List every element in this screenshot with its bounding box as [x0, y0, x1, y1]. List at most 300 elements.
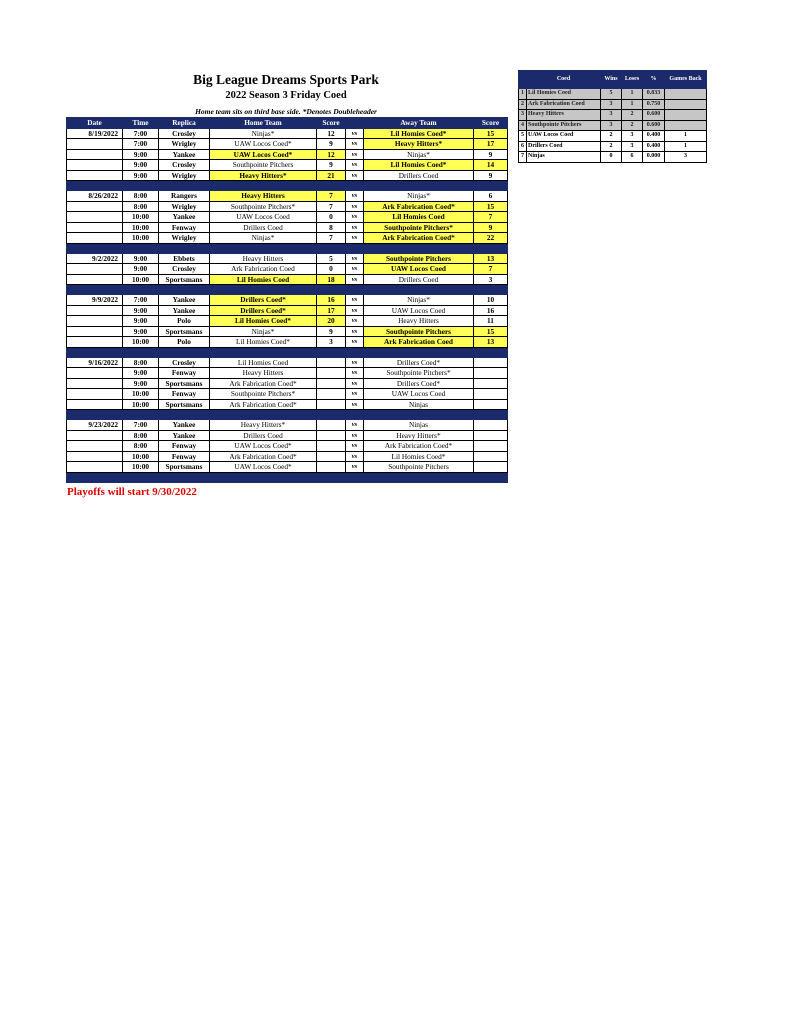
game-date: [67, 170, 123, 181]
game-replica: Ebbets: [159, 253, 210, 264]
game-time: 9:00: [123, 160, 159, 171]
table-row: [67, 264, 508, 275]
table-row: [67, 399, 508, 410]
standings-wins: 0: [601, 152, 622, 163]
table-row: [67, 212, 508, 223]
away-team: Drillers Coed: [364, 274, 474, 285]
standings-header-rank: [519, 71, 527, 89]
standings-games-back: 3: [665, 152, 707, 163]
game-date: [67, 274, 123, 285]
home-team: UAW Locos Coed*: [210, 441, 317, 452]
game-date: [67, 399, 123, 410]
game-date: [67, 462, 123, 473]
game-date: [67, 233, 123, 244]
game-replica: Sportsmans: [159, 399, 210, 410]
home-score: 9: [317, 160, 346, 171]
away-score: [474, 399, 508, 410]
game-date: [67, 149, 123, 160]
standings-header-wins: Wins: [601, 71, 622, 89]
away-score: [474, 389, 508, 400]
standings-team: Drillers Coed: [527, 141, 601, 152]
home-team: Drillers Coed*: [210, 295, 317, 306]
game-replica: Wrigley: [159, 139, 210, 150]
table-row: [67, 326, 508, 337]
vs-label: vs: [346, 441, 364, 452]
home-score: 7: [317, 233, 346, 244]
home-team: Drillers Coed: [210, 430, 317, 441]
standings-team: Ark Fabrication Coed: [527, 99, 601, 110]
vs-label: vs: [346, 170, 364, 181]
away-score: 22: [474, 233, 508, 244]
week-separator: [67, 347, 508, 357]
game-date: [67, 212, 123, 223]
home-team: Ark Fabrication Coed*: [210, 399, 317, 410]
standings-team: Lil Homies Coed: [527, 89, 601, 100]
game-replica: Fenway: [159, 441, 210, 452]
away-team: UAW Locos Coed: [364, 305, 474, 316]
game-time: 7:00: [123, 128, 159, 139]
game-replica: Crosley: [159, 357, 210, 368]
game-replica: Polo: [159, 316, 210, 327]
standings-games-back: [665, 99, 707, 110]
home-score: 0: [317, 264, 346, 275]
home-team: Ninjas*: [210, 233, 317, 244]
game-time: 9:00: [123, 264, 159, 275]
game-replica: Yankee: [159, 430, 210, 441]
away-score: 13: [474, 253, 508, 264]
standings-loses: 3: [622, 131, 643, 142]
away-score: 7: [474, 212, 508, 223]
game-time: 7:00: [123, 295, 159, 306]
vs-label: vs: [346, 420, 364, 431]
standings-header-loses: Loses: [622, 71, 643, 89]
table-row: [67, 462, 508, 473]
away-score: 15: [474, 201, 508, 212]
week-separator: [67, 243, 508, 253]
away-team: Lil Homies Coed*: [364, 451, 474, 462]
table-row: [67, 378, 508, 389]
standings-header-pct: %: [643, 71, 665, 89]
game-replica: Crosley: [159, 128, 210, 139]
home-team: Ark Fabrication Coed*: [210, 378, 317, 389]
home-team: Heavy Hitters: [210, 368, 317, 379]
game-date: [67, 368, 123, 379]
playoffs-notice: Playoffs will start 9/30/2022: [67, 486, 197, 498]
away-score: [474, 368, 508, 379]
home-score: 9: [317, 139, 346, 150]
standings-rank: 3: [519, 110, 527, 121]
home-team: Heavy Hitters: [210, 191, 317, 202]
game-date: [67, 389, 123, 400]
table-row: [67, 430, 508, 441]
game-date: 9/23/2022: [67, 420, 123, 431]
vs-label: vs: [346, 357, 364, 368]
column-header-away-team: Away Team: [364, 118, 474, 129]
home-score: [317, 399, 346, 410]
table-row: [67, 337, 508, 348]
vs-label: vs: [346, 160, 364, 171]
game-replica: Yankee: [159, 420, 210, 431]
game-date: [67, 316, 123, 327]
vs-label: vs: [346, 368, 364, 379]
home-team: Heavy Hitters*: [210, 420, 317, 431]
game-replica: Crosley: [159, 160, 210, 171]
away-score: 13: [474, 337, 508, 348]
game-time: 9:00: [123, 378, 159, 389]
page-header: [66, 72, 506, 117]
home-score: 20: [317, 316, 346, 327]
away-score: [474, 420, 508, 431]
table-row: [67, 201, 508, 212]
game-time: 8:00: [123, 441, 159, 452]
away-score: 16: [474, 305, 508, 316]
season-subtitle: 2022 Season 3 Friday Coed: [225, 90, 347, 101]
column-header-home-score: Score: [317, 118, 346, 129]
game-time: 10:00: [123, 462, 159, 473]
home-score: 17: [317, 305, 346, 316]
table-row: [67, 357, 508, 368]
vs-label: vs: [346, 222, 364, 233]
home-team: Heavy Hitters: [210, 253, 317, 264]
standings-rank: 4: [519, 120, 527, 131]
standings-row: [519, 131, 707, 142]
table-row: [67, 149, 508, 160]
game-replica: Yankee: [159, 149, 210, 160]
game-time: 9:00: [123, 316, 159, 327]
game-date: 9/9/2022: [67, 295, 123, 306]
away-score: 15: [474, 128, 508, 139]
column-header-date: Date: [67, 118, 123, 129]
column-header-replica: Replica: [159, 118, 210, 129]
schedule-table: [66, 117, 508, 483]
game-time: 10:00: [123, 233, 159, 244]
page-title: Big League Dreams Sports Park: [193, 72, 379, 87]
standings-wins: 2: [601, 141, 622, 152]
game-date: 9/2/2022: [67, 253, 123, 264]
away-score: 17: [474, 139, 508, 150]
schedule-body: [67, 128, 508, 482]
vs-label: vs: [346, 149, 364, 160]
standings-loses: 1: [622, 99, 643, 110]
standings-team: Southpointe Pitchers: [527, 120, 601, 131]
standings-body: [519, 89, 707, 163]
table-row: [67, 222, 508, 233]
game-date: [67, 305, 123, 316]
away-score: [474, 462, 508, 473]
game-replica: Sportsmans: [159, 326, 210, 337]
game-time: 10:00: [123, 212, 159, 223]
vs-label: vs: [346, 451, 364, 462]
home-team: Ark Fabrication Coed: [210, 264, 317, 275]
away-score: 10: [474, 295, 508, 306]
game-date: [67, 222, 123, 233]
away-team: Heavy Hitters*: [364, 430, 474, 441]
away-team: Southpointe Pitchers: [364, 462, 474, 473]
home-team: Southpointe Pitchers*: [210, 201, 317, 212]
standings-row: [519, 152, 707, 163]
standings-loses: 2: [622, 110, 643, 121]
home-team: Lil Homies Coed*: [210, 316, 317, 327]
home-score: 21: [317, 170, 346, 181]
game-replica: Fenway: [159, 389, 210, 400]
game-replica: Polo: [159, 337, 210, 348]
table-row: [67, 295, 508, 306]
table-row: [67, 316, 508, 327]
game-time: 9:00: [123, 253, 159, 264]
standings-games-back: [665, 110, 707, 121]
away-score: 11: [474, 316, 508, 327]
game-replica: Fenway: [159, 222, 210, 233]
game-time: 8:00: [123, 201, 159, 212]
game-replica: Sportsmans: [159, 462, 210, 473]
standings-pct: 0.600: [643, 120, 665, 131]
home-score: 16: [317, 295, 346, 306]
vs-label: vs: [346, 191, 364, 202]
standings-wins: 3: [601, 120, 622, 131]
home-team: Drillers Coed*: [210, 305, 317, 316]
week-separator-bar: [67, 285, 508, 295]
home-team: Lil Homies Coed*: [210, 337, 317, 348]
home-score: 18: [317, 274, 346, 285]
home-team: Heavy Hitters*: [210, 170, 317, 181]
vs-label: vs: [346, 389, 364, 400]
vs-label: vs: [346, 253, 364, 264]
away-team: Heavy Hitters*: [364, 139, 474, 150]
vs-label: vs: [346, 378, 364, 389]
away-score: 14: [474, 160, 508, 171]
home-score: 12: [317, 149, 346, 160]
game-date: [67, 264, 123, 275]
standings-loses: 2: [622, 120, 643, 131]
game-replica: Sportsmans: [159, 274, 210, 285]
standings-header-row: [519, 71, 707, 89]
standings-rank: 5: [519, 131, 527, 142]
away-team: Ninjas*: [364, 149, 474, 160]
week-separator-bar: [67, 472, 508, 482]
game-date: 8/26/2022: [67, 191, 123, 202]
game-replica: Yankee: [159, 295, 210, 306]
week-separator-bar: [67, 243, 508, 253]
away-score: 9: [474, 170, 508, 181]
standings-rank: 2: [519, 99, 527, 110]
home-team: Ninjas*: [210, 326, 317, 337]
standings-rank: 1: [519, 89, 527, 100]
standings-row: [519, 110, 707, 121]
game-date: [67, 430, 123, 441]
away-score: 9: [474, 222, 508, 233]
game-time: 9:00: [123, 170, 159, 181]
game-time: 8:00: [123, 191, 159, 202]
away-team: Ark Fabrication Coed*: [364, 201, 474, 212]
away-team: Ark Fabrication Coed*: [364, 441, 474, 452]
home-score: [317, 420, 346, 431]
game-replica: Fenway: [159, 451, 210, 462]
game-replica: Sportsmans: [159, 378, 210, 389]
standings-games-back: [665, 120, 707, 131]
game-time: 9:00: [123, 305, 159, 316]
vs-label: vs: [346, 128, 364, 139]
away-team: Ninjas: [364, 399, 474, 410]
table-row: [67, 451, 508, 462]
home-score: [317, 357, 346, 368]
table-row: [67, 139, 508, 150]
standings-games-back: 1: [665, 141, 707, 152]
week-separator-bar: [67, 347, 508, 357]
away-team: Southpointe Pitchers*: [364, 222, 474, 233]
standings-rank: 7: [519, 152, 527, 163]
vs-label: vs: [346, 295, 364, 306]
game-replica: Yankee: [159, 212, 210, 223]
standings-table: [518, 70, 707, 163]
vs-label: vs: [346, 462, 364, 473]
game-date: [67, 378, 123, 389]
away-score: 15: [474, 326, 508, 337]
vs-label: vs: [346, 139, 364, 150]
away-team: Lil Homies Coed*: [364, 128, 474, 139]
away-score: 3: [474, 274, 508, 285]
week-separator: [67, 410, 508, 420]
table-row: [67, 160, 508, 171]
away-team: Lil Homies Coed*: [364, 160, 474, 171]
standings-loses: 1: [622, 89, 643, 100]
standings-pct: 0.400: [643, 131, 665, 142]
vs-label: vs: [346, 305, 364, 316]
away-team: Drillers Coed*: [364, 378, 474, 389]
schedule-header-row: [67, 118, 508, 129]
game-replica: Wrigley: [159, 233, 210, 244]
standings-pct: 0.600: [643, 110, 665, 121]
column-header-away-score: Score: [474, 118, 508, 129]
game-replica: Crosley: [159, 264, 210, 275]
away-score: 7: [474, 264, 508, 275]
home-score: 3: [317, 337, 346, 348]
standings-pct: 0.750: [643, 99, 665, 110]
home-score: 8: [317, 222, 346, 233]
away-team: Ninjas: [364, 420, 474, 431]
away-team: Drillers Coed*: [364, 357, 474, 368]
home-score: [317, 430, 346, 441]
game-date: [67, 451, 123, 462]
home-score: [317, 378, 346, 389]
away-score: [474, 378, 508, 389]
away-team: Ark Fabrication Coed*: [364, 233, 474, 244]
week-separator: [67, 285, 508, 295]
game-time: 9:00: [123, 368, 159, 379]
home-score: [317, 462, 346, 473]
vs-label: vs: [346, 430, 364, 441]
table-row: [67, 368, 508, 379]
away-team: UAW Locos Coed: [364, 264, 474, 275]
away-score: 9: [474, 149, 508, 160]
home-team: Drillers Coed: [210, 222, 317, 233]
home-team: UAW Locos Coed*: [210, 149, 317, 160]
table-row: [67, 389, 508, 400]
standings-row: [519, 99, 707, 110]
home-team: UAW Locos Coed*: [210, 139, 317, 150]
game-date: [67, 441, 123, 452]
table-row: [67, 128, 508, 139]
game-time: 10:00: [123, 222, 159, 233]
table-row: [67, 441, 508, 452]
away-score: 6: [474, 191, 508, 202]
column-header-home-team: Home Team: [210, 118, 317, 129]
standings-wins: 3: [601, 110, 622, 121]
home-team: Southpointe Pitchers*: [210, 389, 317, 400]
game-replica: Wrigley: [159, 170, 210, 181]
table-row: [67, 170, 508, 181]
standings-loses: 6: [622, 152, 643, 163]
column-header-vs: [346, 118, 364, 129]
home-score: 0: [317, 212, 346, 223]
table-row: [67, 274, 508, 285]
home-team: Lil Homies Coed: [210, 274, 317, 285]
standings-team: Heavy Hitters: [527, 110, 601, 121]
game-time: 8:00: [123, 357, 159, 368]
standings-pct: 0.000: [643, 152, 665, 163]
game-date: 9/16/2022: [67, 357, 123, 368]
home-score: 12: [317, 128, 346, 139]
standings-wins: 3: [601, 99, 622, 110]
standings-wins: 5: [601, 89, 622, 100]
table-row: [67, 191, 508, 202]
standings-rank: 6: [519, 141, 527, 152]
table-row: [67, 305, 508, 316]
vs-label: vs: [346, 201, 364, 212]
vs-label: vs: [346, 399, 364, 410]
away-team: Southpointe Pitchers: [364, 253, 474, 264]
game-time: 8:00: [123, 430, 159, 441]
away-team: Drillers Coed: [364, 170, 474, 181]
game-replica: Wrigley: [159, 201, 210, 212]
standings-pct: 0.400: [643, 141, 665, 152]
home-team: Ark Fabrication Coed*: [210, 451, 317, 462]
table-row: [67, 253, 508, 264]
standings-pct: 0.833: [643, 89, 665, 100]
home-score: 5: [317, 253, 346, 264]
game-time: 10:00: [123, 389, 159, 400]
home-team: Ninjas*: [210, 128, 317, 139]
home-team-note: Home team sits on third base side. *Denotes Doubleheader: [195, 107, 377, 116]
table-row: [67, 420, 508, 431]
away-team: Heavy Hitters: [364, 316, 474, 327]
game-time: 10:00: [123, 451, 159, 462]
standings-header-team: Coed: [527, 71, 601, 89]
home-team: Lil Homies Coed: [210, 357, 317, 368]
vs-label: vs: [346, 233, 364, 244]
game-replica: Fenway: [159, 368, 210, 379]
home-score: [317, 368, 346, 379]
vs-label: vs: [346, 337, 364, 348]
vs-label: vs: [346, 212, 364, 223]
table-row: [67, 233, 508, 244]
week-separator-bar: [67, 410, 508, 420]
home-score: [317, 389, 346, 400]
game-date: [67, 201, 123, 212]
vs-label: vs: [346, 274, 364, 285]
vs-label: vs: [346, 316, 364, 327]
week-separator: [67, 181, 508, 191]
game-date: [67, 337, 123, 348]
standings-row: [519, 120, 707, 131]
vs-label: vs: [346, 326, 364, 337]
standings-wins: 2: [601, 131, 622, 142]
home-score: 9: [317, 326, 346, 337]
game-replica: Rangers: [159, 191, 210, 202]
home-team: UAW Locos Coed: [210, 212, 317, 223]
away-score: [474, 441, 508, 452]
away-team: Ark Fabrication Coed: [364, 337, 474, 348]
standings-team: Ninjas: [527, 152, 601, 163]
